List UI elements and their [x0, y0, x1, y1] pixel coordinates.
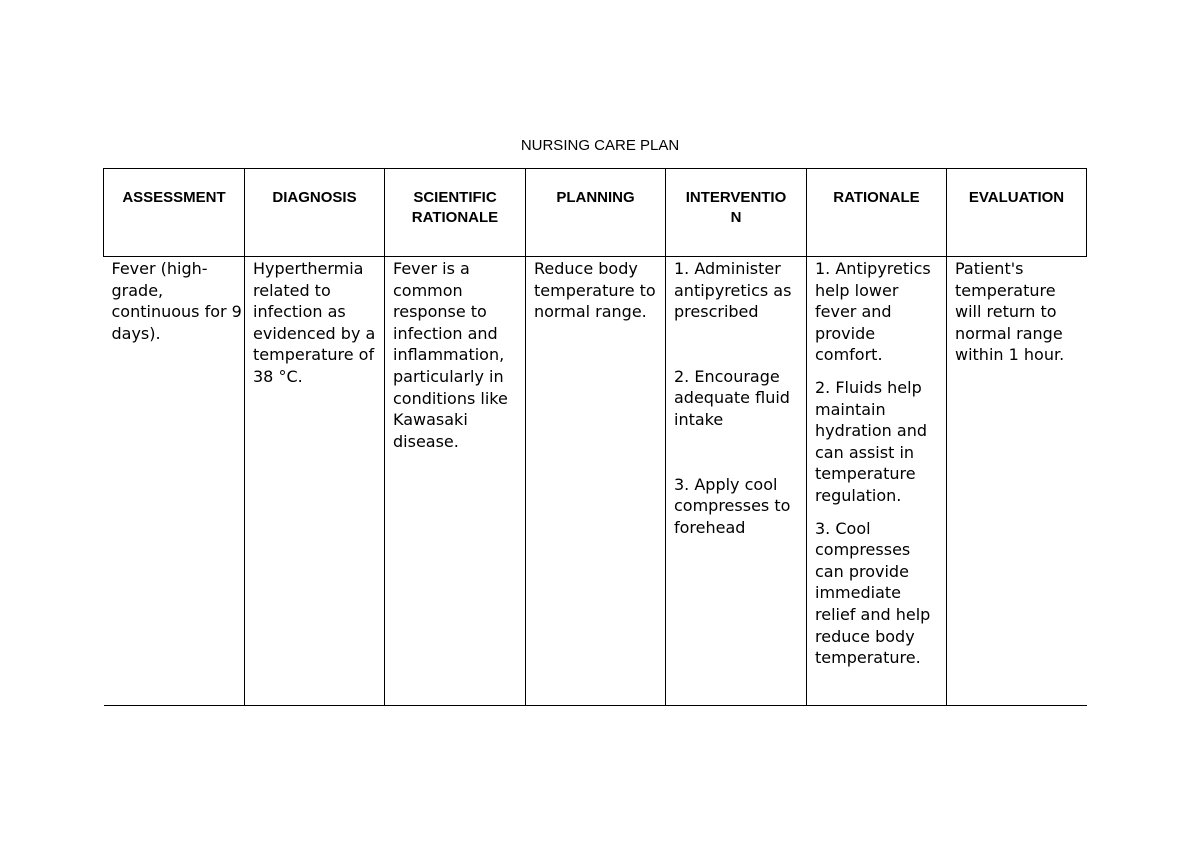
header-evaluation: EVALUATION — [947, 169, 1087, 257]
cell-scientific-rationale: Fever is a common response to infection and inflammation, particularly in conditions like Kawasaki disease. — [385, 257, 526, 706]
intervention-item: 3. Apply cool compresses to forehead — [674, 474, 791, 537]
cell-diagnosis: Hyperthermia related to infection as evidenced by a temperature of 38 °C. — [245, 257, 385, 706]
header-diagnosis: DIAGNOSIS — [245, 169, 385, 257]
cell-rationale — [807, 257, 947, 706]
rationale-item: 1. Antipyretics help lower fever and provide comfort. — [815, 259, 931, 365]
cell-intervention — [666, 257, 807, 706]
cell-evaluation: Patient's temperature will return to normal range within 1 hour. — [947, 257, 1087, 706]
cell-planning: Reduce body temperature to normal range. — [526, 257, 666, 706]
header-rationale: RATIONALE — [807, 169, 947, 257]
nursing-care-plan-table — [103, 168, 1087, 706]
intervention-item: 1. Administer antipyretics as prescribed — [674, 259, 792, 322]
rationale-item: 2. Fluids help maintain hydration and can assist in temperature regulation. — [815, 377, 927, 505]
table-row — [104, 257, 1087, 706]
document-title: NURSING CARE PLAN — [520, 137, 680, 154]
header-intervention: INTERVENTIO N — [666, 169, 807, 257]
header-planning: PLANNING — [526, 169, 666, 257]
header-assessment: ASSESSMENT — [104, 169, 245, 257]
header-scientific-rationale: SCIENTIFIC RATIONALE — [385, 169, 526, 257]
intervention-item: 2. Encourage adequate fluid intake — [674, 366, 790, 429]
cell-assessment: Fever (high-grade, continuous for 9 days). — [104, 257, 245, 706]
table-header-row — [104, 169, 1087, 257]
rationale-item: 3. Cool compresses can provide immediate relief and help reduce body temperature. — [815, 518, 931, 668]
